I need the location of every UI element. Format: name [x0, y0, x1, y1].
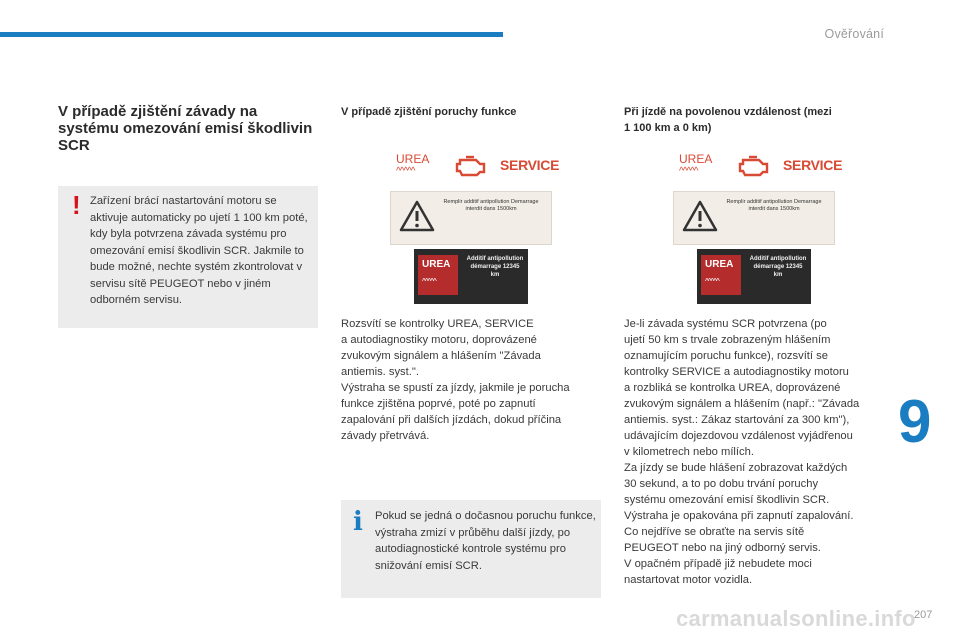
message-panel-text: Remplir additif antipollution Demarrage interdit dans 1500km	[443, 199, 539, 212]
message-panel-right	[673, 191, 835, 245]
info-icon: i	[353, 507, 363, 537]
chapter-number: 9	[898, 388, 932, 455]
right-column-body: Je-li závada systému SCR potvrzena (po ujetí 50 km s trvale zobrazeným hlášením oznamujícím poruchu funkce), rozsvítí se kontrolky SERVICE a autodiagnostiky motoru a rozbliká se kontrolka UREA, doprovázené zvukovým signálem a hlášením (např.: "Závada antiemis. syst.: Zákaz startování za 300 km"), udávajícím dojezdovou vzdálenost vyjádřenou v kilometrech nebo mílích. Za jízdy se bude hlášení zobrazovat každých 30 sekund, a to po dobu trvání poruchy systému omezování emisí škodlivin SCR. Výstraha je opakována při zapnutí zapalování. Co nejdříve se obraťte na servis sítě PEUGEOT nebo na jiný odborný servis. V opačném případě již nebudete moci nastartovat motor vozidla.	[624, 318, 860, 586]
warning-lamps-middle	[396, 152, 560, 182]
service-lamp-label: SERVICE	[500, 157, 560, 173]
message-panel-middle	[390, 191, 552, 245]
middle-column-heading: V případě zjištění poruchy funkce	[341, 106, 517, 118]
dash-display-text: Additif antipollution démarrage 12345 km	[466, 256, 524, 278]
dash-urea-indicator	[418, 255, 458, 295]
urea-wave-icon: ^^^^^	[679, 166, 698, 177]
message-panel-text: Remplir additif antipollution Demarrage interdit dans 1500km	[726, 199, 822, 212]
dash-display-middle	[414, 249, 528, 304]
engine-icon	[454, 154, 488, 178]
dash-display-text: Additif antipollution démarrage 12345 km	[749, 256, 807, 278]
info-text: Pokud se jedná o dočasnou poruchu funkce, výstraha zmizí v průběhu další jízdy, po autodiagnostické kontrole systému pro snižování emisí SCR.	[375, 510, 596, 572]
warning-triangle-icon	[682, 200, 718, 232]
dash-urea-indicator	[701, 255, 741, 295]
dash-urea-wave-icon: ^^^^^	[705, 277, 719, 286]
warning-lamps-right	[679, 152, 843, 182]
dash-urea-label: UREA	[705, 259, 734, 270]
right-column-heading: Při jízdě na povolenou vzdálenost (mezi 1 100 km a 0 km)	[624, 106, 832, 134]
urea-wave-icon: ^^^^^	[396, 166, 415, 177]
urea-lamp-label: UREA	[396, 152, 430, 166]
engine-icon	[737, 154, 771, 178]
urea-lamp-label: UREA	[679, 152, 713, 166]
warning-text: Zařízení brácí nastartování motoru se aktivuje automaticky po ujetí 1 100 km poté, kdy byla potvrzena závada systému pro omezování emisí škodlivin SCR. Jakmile to bude možné, nechte systém zkontrolovat v servisu sítě PEUGEOT nebo v jiném odborném servisu.	[90, 195, 308, 306]
warning-triangle-icon	[399, 200, 435, 232]
info-box	[341, 500, 601, 598]
service-lamp-label: SERVICE	[783, 157, 843, 173]
section-title: Ověřování	[824, 27, 884, 41]
warning-box	[58, 186, 318, 328]
main-title: V případě zjištění závady na systému omezování emisí škodlivin SCR	[58, 103, 313, 154]
exclamation-icon: !	[72, 190, 81, 220]
page-number: 207	[914, 609, 933, 621]
dash-display-right	[697, 249, 811, 304]
header-accent-bar	[0, 32, 503, 37]
footer-watermark: carmanualsonline.info	[676, 606, 916, 631]
middle-column-body: Rozsvítí se kontrolky UREA, SERVICE a autodiagnostiky motoru, doprovázené zvukovým signálem a hlášením "Závada antiemis. syst.". Výstraha se spustí za jízdy, jakmile je porucha funkce zjištěna poprvé, poté po zapnutí zapalování při dalších jízdách, dokud příčina závady přetrvává.	[341, 318, 570, 442]
dash-urea-label: UREA	[422, 259, 451, 270]
dash-urea-wave-icon: ^^^^^	[422, 277, 436, 286]
